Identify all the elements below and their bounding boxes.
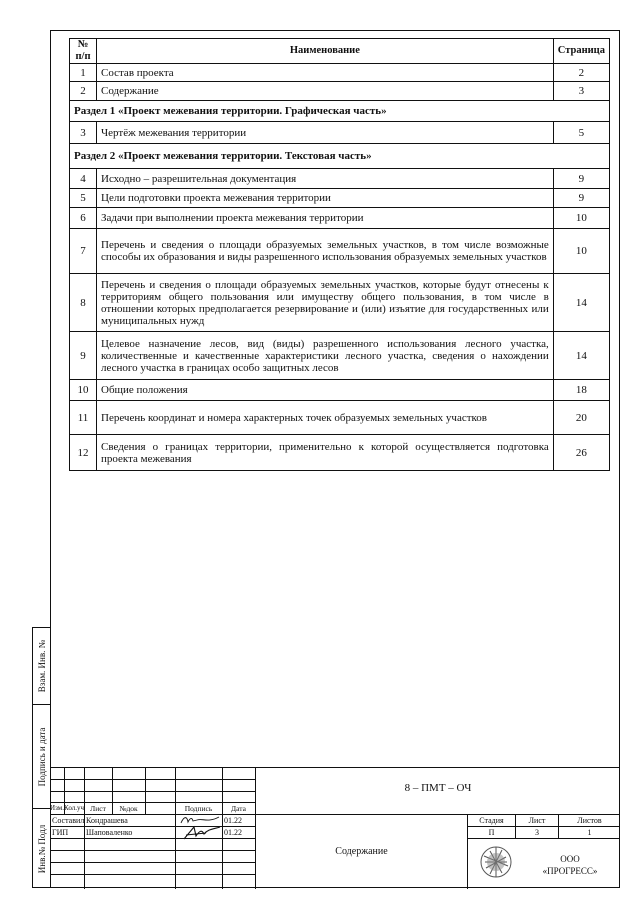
row-name: Перечень и сведения о площади образуемых земельных участков, в том числе возможные способы их образования и виды разрешенного использования образуемых земельных участков bbox=[97, 229, 554, 274]
row-name: Перечень и сведения о площади образуемых земельных участков, которые будут отнесены к территориям общего пользования или имуществу общего пользования, в том числе в отношении которых предполагается резервирование и (или) изъятие для государственных или муниципальных нужд bbox=[97, 274, 554, 332]
sheet-value: 3 bbox=[535, 828, 539, 837]
row-num: 3 bbox=[70, 122, 97, 144]
row-num: 8 bbox=[70, 274, 97, 332]
grid-line bbox=[50, 874, 255, 875]
signature-2 bbox=[178, 824, 222, 842]
role-sostavil: Составил bbox=[52, 816, 85, 825]
col-list: Лист bbox=[90, 804, 106, 813]
document-code: 8 – ПМТ – ОЧ bbox=[404, 782, 472, 794]
grid-line bbox=[50, 850, 255, 851]
table-row bbox=[70, 82, 610, 101]
row-name: Исходно – разрешительная документация bbox=[97, 169, 554, 189]
header-page: Страница bbox=[553, 39, 609, 64]
title-block bbox=[50, 767, 620, 888]
sheets-label: Листов bbox=[577, 816, 602, 825]
row-page: 18 bbox=[553, 380, 609, 401]
row-num: 7 bbox=[70, 229, 97, 274]
table-row bbox=[70, 380, 610, 401]
row-page: 2 bbox=[553, 64, 609, 82]
row-page: 20 bbox=[553, 401, 609, 435]
row-name: Задачи при выполнении проекта межевания территории bbox=[97, 208, 554, 229]
grid-line bbox=[50, 814, 620, 815]
row-page: 9 bbox=[553, 189, 609, 208]
row-name: Состав проекта bbox=[97, 64, 554, 82]
row-num: 2 bbox=[70, 82, 97, 101]
row-page: 14 bbox=[553, 274, 609, 332]
section-row bbox=[70, 101, 610, 122]
col-ndok: №док bbox=[119, 804, 138, 813]
side-cell-inv-zam bbox=[33, 628, 50, 705]
stage-label: Стадия bbox=[479, 816, 504, 825]
grid-line bbox=[50, 779, 255, 780]
sheets-value: 1 bbox=[587, 828, 592, 837]
stage-value: П bbox=[488, 828, 495, 837]
side-stamp bbox=[32, 627, 50, 888]
side-cell-podpis bbox=[33, 705, 50, 809]
grid-line bbox=[50, 791, 255, 792]
grid-line bbox=[50, 838, 255, 839]
role-gip: ГИП bbox=[52, 828, 69, 837]
row-page: 3 bbox=[553, 82, 609, 101]
table-row bbox=[70, 208, 610, 229]
company-logo bbox=[476, 842, 516, 882]
table-row bbox=[70, 332, 610, 380]
date-2: 01.22 bbox=[224, 828, 242, 837]
table-row bbox=[70, 401, 610, 435]
grid-line bbox=[50, 826, 255, 827]
grid-line bbox=[467, 838, 620, 839]
row-page: 14 bbox=[553, 332, 609, 380]
table-row bbox=[70, 122, 610, 144]
grid-line bbox=[84, 814, 85, 889]
table-row bbox=[70, 64, 610, 82]
table-header-row bbox=[70, 39, 610, 64]
row-num: 5 bbox=[70, 189, 97, 208]
grid-line bbox=[222, 768, 223, 889]
row-page: 10 bbox=[553, 208, 609, 229]
contents-table bbox=[69, 38, 610, 471]
row-page: 9 bbox=[553, 169, 609, 189]
header-name: Наименование bbox=[97, 39, 554, 64]
row-num: 10 bbox=[70, 380, 97, 401]
side-label-inv-zam: Взам. Инв. № bbox=[36, 639, 47, 693]
col-koluch: Кол.уч bbox=[64, 804, 84, 812]
org-line2: «ПРОГРЕСС» bbox=[542, 866, 598, 876]
date-1: 01.22 bbox=[224, 816, 242, 825]
grid-line bbox=[50, 802, 255, 803]
grid-line bbox=[467, 826, 620, 827]
row-name: Цели подготовки проекта межевания территории bbox=[97, 189, 554, 208]
grid-line bbox=[50, 862, 255, 863]
side-label-podpis: Подпись и дата bbox=[36, 727, 47, 786]
table-row bbox=[70, 229, 610, 274]
row-name: Чертёж межевания территории bbox=[97, 122, 554, 144]
row-num: 6 bbox=[70, 208, 97, 229]
section-row bbox=[70, 144, 610, 169]
section-title: Раздел 1 «Проект межевания территории. Графическая часть» bbox=[70, 101, 610, 122]
col-podpis: Подпись bbox=[184, 804, 213, 813]
row-num: 9 bbox=[70, 332, 97, 380]
table-row bbox=[70, 169, 610, 189]
col-data: Дата bbox=[231, 804, 246, 813]
name-shapovalenko: Шаповаленко bbox=[86, 828, 133, 837]
document-title: Содержание bbox=[335, 846, 388, 857]
sheet-label: Лист bbox=[528, 816, 546, 825]
section-title: Раздел 2 «Проект межевания территории. Текстовая часть» bbox=[70, 144, 610, 169]
row-name: Сведения о границах территории, применительно к которой осуществляется подготовка проекта межевания bbox=[97, 435, 554, 471]
col-izm: Изм. bbox=[50, 804, 64, 812]
grid-line bbox=[175, 768, 176, 889]
grid-line bbox=[145, 768, 146, 814]
org-line1: ООО bbox=[560, 854, 580, 864]
side-cell-inv-podl bbox=[33, 809, 50, 888]
row-page: 26 bbox=[553, 435, 609, 471]
row-num: 1 bbox=[70, 64, 97, 82]
row-page: 10 bbox=[553, 229, 609, 274]
row-page: 5 bbox=[553, 122, 609, 144]
table-row bbox=[70, 274, 610, 332]
row-num: 11 bbox=[70, 401, 97, 435]
row-name: Целевое назначение лесов, вид (виды) разрешенного использования лесного участка, количественные и качественные характеристики лесного участка, сведения о нахождении лесного участка в границах особо защитных лесов bbox=[97, 332, 554, 380]
table-row bbox=[70, 435, 610, 471]
row-name: Общие положения bbox=[97, 380, 554, 401]
row-num: 12 bbox=[70, 435, 97, 471]
row-num: 4 bbox=[70, 169, 97, 189]
table-row bbox=[70, 189, 610, 208]
name-kondrasheva: Кондрашева bbox=[86, 816, 128, 825]
side-label-inv-podl: Инв.№ Подл bbox=[36, 824, 47, 873]
header-num: № п/п bbox=[70, 39, 97, 64]
row-name: Содержание bbox=[97, 82, 554, 101]
row-name: Перечень координат и номера характерных точек образуемых земельных участков bbox=[97, 401, 554, 435]
